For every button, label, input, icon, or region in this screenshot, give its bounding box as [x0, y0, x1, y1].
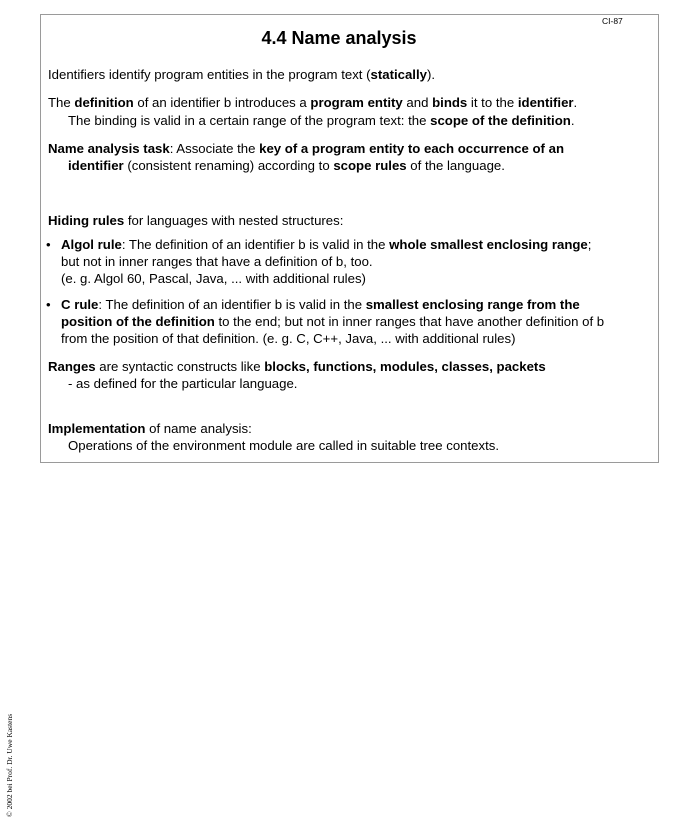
task-line-1 [48, 140, 564, 157]
intro-paragraph [48, 66, 435, 83]
hiding-bold-heading: Hiding rules [48, 213, 125, 228]
definition-text-4: it to the [467, 95, 518, 110]
crule-text-1: : The definition of an identifier b is valid in the [98, 297, 366, 312]
hiding-text-1: for languages with nested structures: [124, 213, 344, 228]
definition-bold-identifier: identifier [517, 95, 574, 110]
algol-bold-heading: Algol rule [61, 237, 122, 252]
definition-line-2 [68, 112, 574, 129]
ranges-bold-heading: Ranges [48, 359, 96, 374]
crule-bold-heading: C rule [61, 297, 99, 312]
task-bold-scope-rules: scope rules [333, 158, 407, 173]
definition-bold-scope: scope of the definition [430, 113, 571, 128]
task-bold-heading: Name analysis task [48, 141, 170, 156]
impl-text-1: of name analysis: [145, 421, 252, 436]
crule-bullet: • [46, 297, 51, 312]
task-line2-text-2: of the language. [406, 158, 505, 173]
task-bold-key: key of a program entity to each occurrence of an [259, 141, 565, 156]
definition-text-2: of an identifier b introduces a [133, 95, 311, 110]
impl-line-2: Operations of the environment module are called in suitable tree contexts. [68, 438, 500, 453]
intro-text-1: Identifiers identify program entities in the program text ( [48, 67, 371, 82]
algol-line-1 [61, 236, 591, 253]
crule-line-2 [61, 313, 604, 330]
crule-bold-position: position of the definition [61, 314, 215, 329]
algol-bullet: • [46, 237, 51, 252]
page-title: 4.4 Name analysis [261, 28, 417, 48]
task-text-1: : Associate the [169, 141, 260, 156]
algol-text-2: ; [587, 237, 592, 252]
definition-text-3: and [402, 95, 433, 110]
definition-line2-text-1: The binding is valid in a certain range of the program text: the [68, 113, 431, 128]
definition-text-5: . [573, 95, 578, 110]
task-bold-identifier: identifier [68, 158, 124, 173]
crule-line2-text-1: to the end; but not in inner ranges that have another definition of b [214, 314, 605, 329]
definition-bold-binds: binds [432, 95, 468, 110]
ranges-text-1: are syntactic constructs like [95, 359, 265, 374]
task-line-2 [68, 157, 505, 174]
definition-line2-text-2: . [570, 113, 575, 128]
slide-id: CI-87 [602, 16, 623, 26]
crule-bold-range: smallest enclosing range from the [365, 297, 580, 312]
definition-bold-definition: definition [74, 95, 134, 110]
ranges-line-2: - as defined for the particular language. [68, 376, 298, 391]
intro-bold-statically: statically [370, 67, 427, 82]
intro-text-2: ). [426, 67, 436, 82]
definition-bold-program-entity: program entity [310, 95, 403, 110]
ranges-line-1 [48, 358, 546, 375]
algol-line-3: (e. g. Algol 60, Pascal, Java, ... with additional rules) [61, 271, 366, 286]
algol-bold-range: whole smallest enclosing range [389, 237, 588, 252]
impl-line-1 [48, 420, 252, 437]
algol-text-1: : The definition of an identifier b is valid in the [121, 237, 390, 252]
task-line2-text-1: (consistent renaming) according to [123, 158, 334, 173]
hiding-rules-line [48, 212, 343, 229]
crule-line-3: from the position of that definition. (e. g. C, C++, Java, ... with additional rules) [61, 331, 516, 346]
crule-line-1 [61, 296, 580, 313]
ranges-bold-constructs: blocks, functions, modules, classes, packets [264, 359, 546, 374]
definition-line-1 [48, 94, 577, 111]
impl-bold-heading: Implementation [48, 421, 146, 436]
definition-text-1: The [48, 95, 75, 110]
algol-line-2: but not in inner ranges that have a definition of b, too. [61, 254, 373, 269]
copyright-notice: © 2002 bei Prof. Dr. Uwe Kastens [5, 713, 14, 817]
